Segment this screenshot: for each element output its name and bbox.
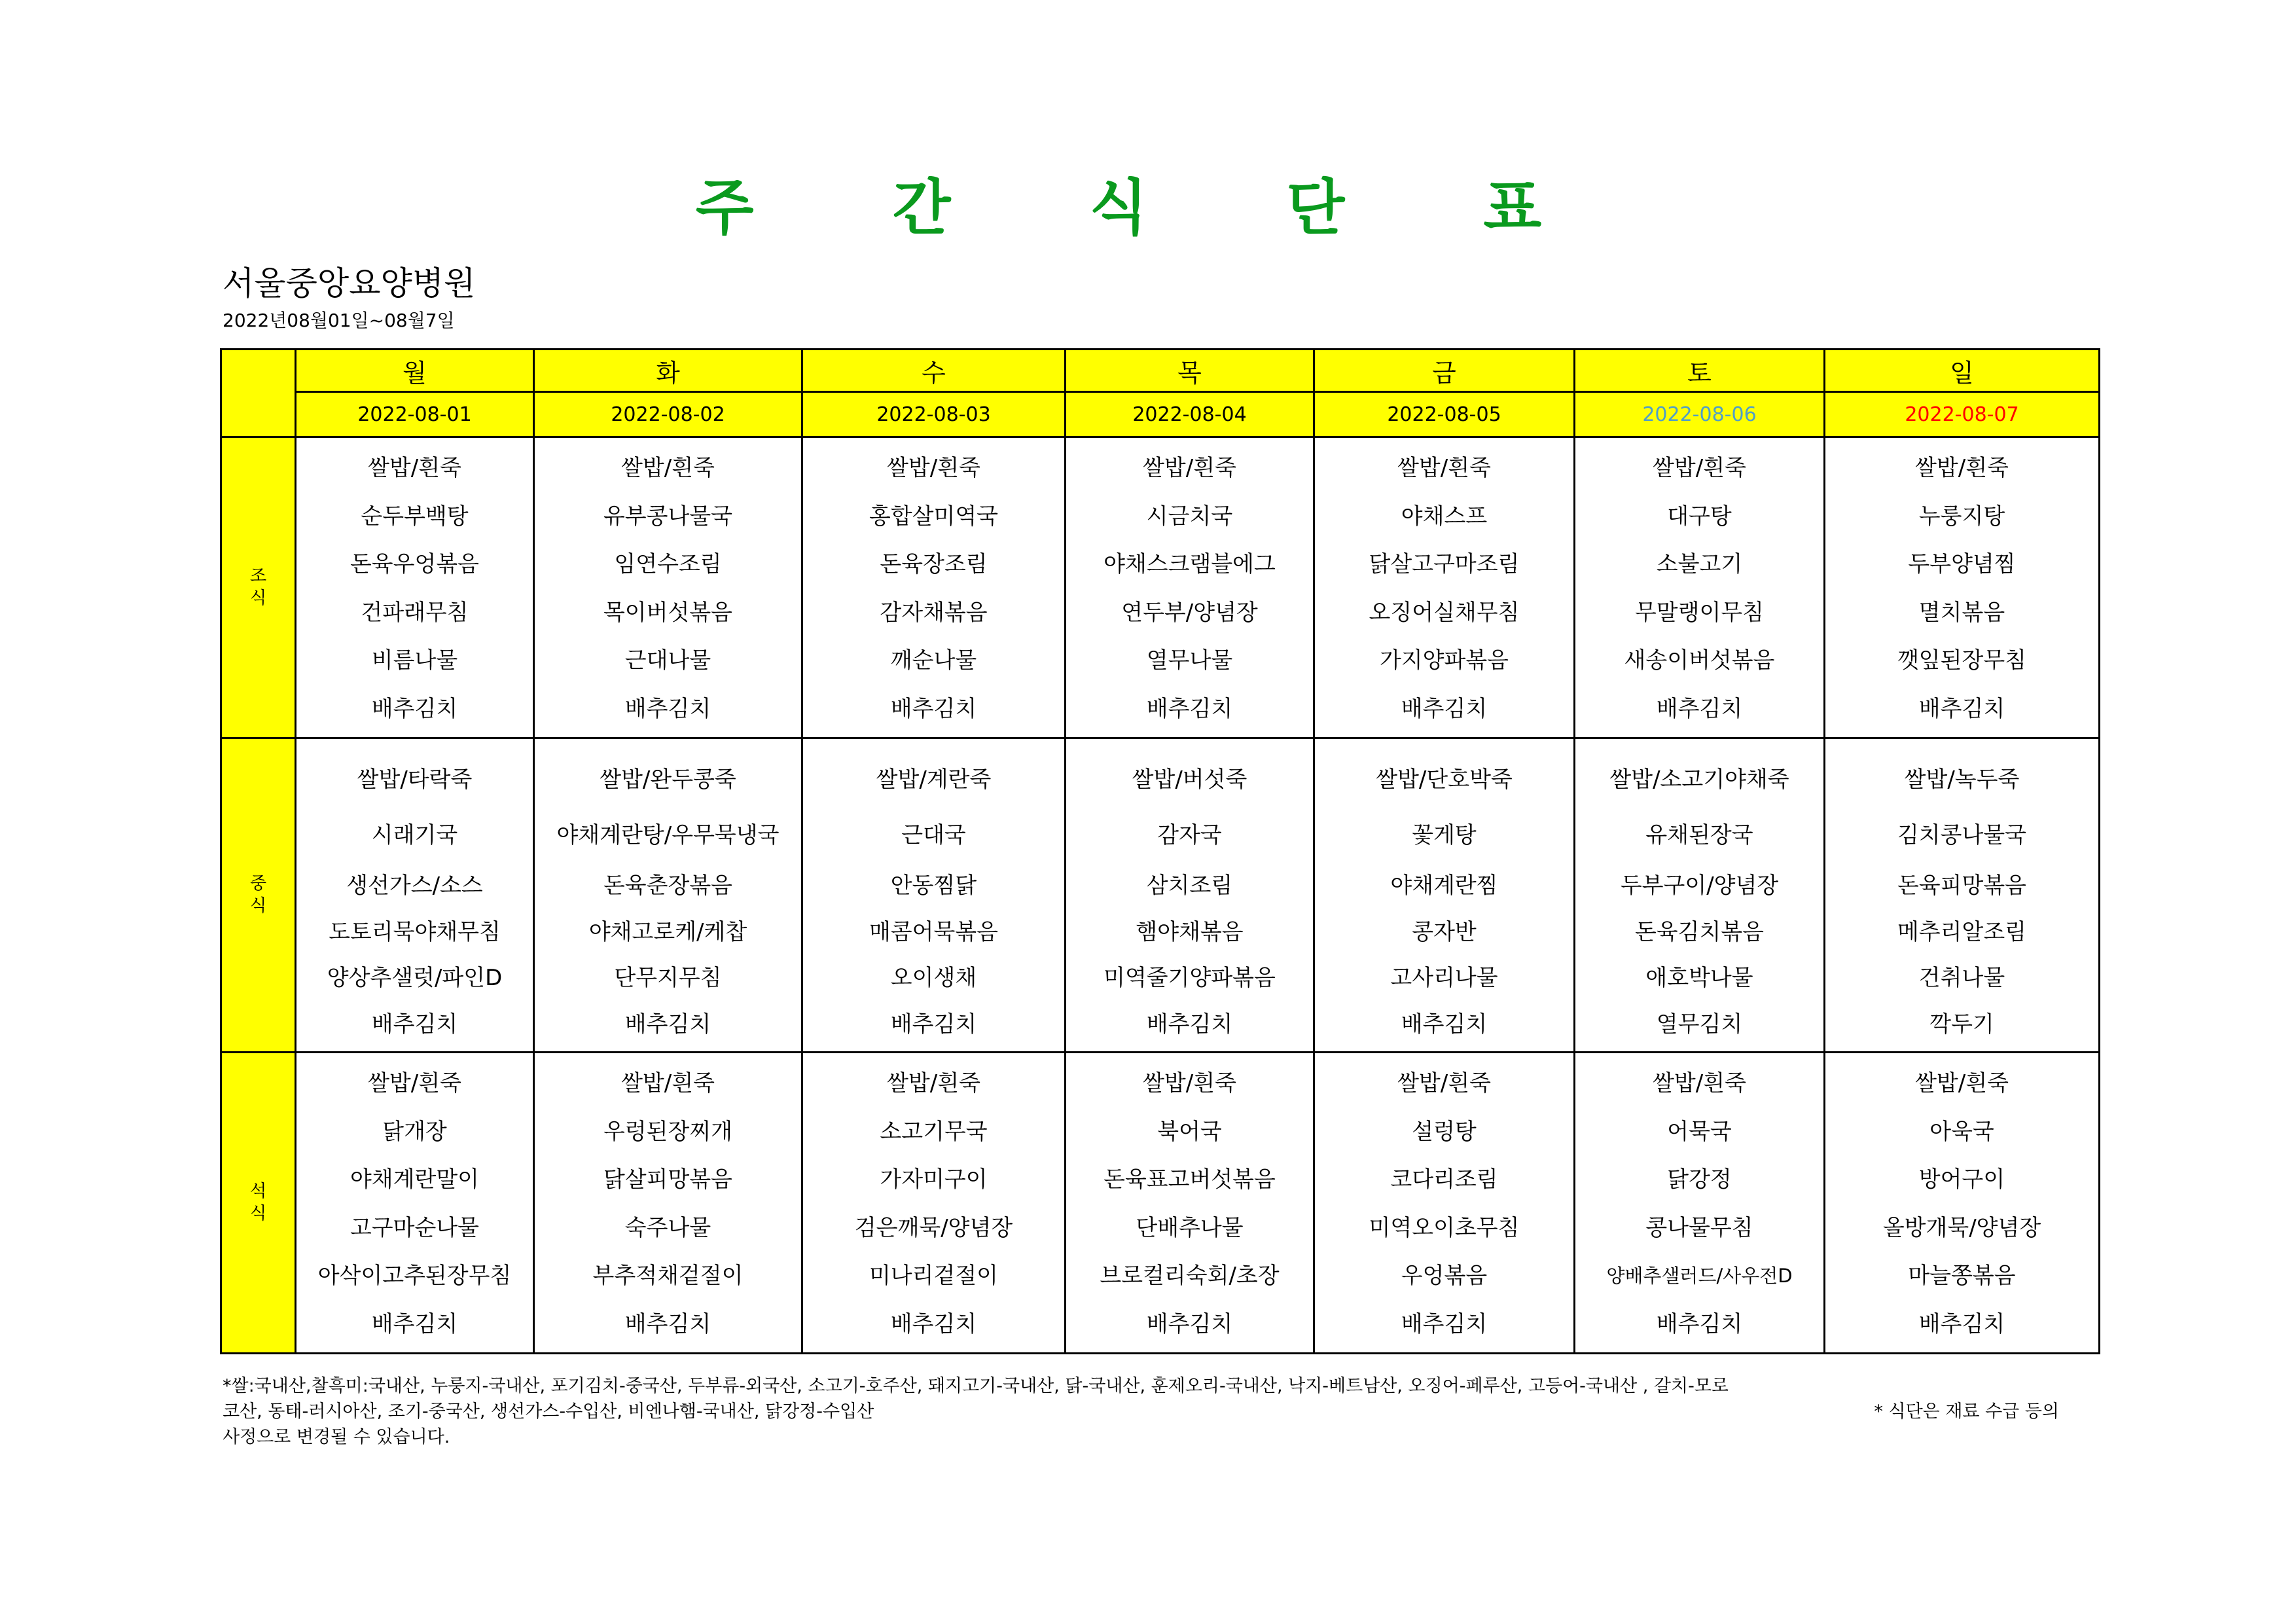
menu-item: 쌀밥/계란죽 [876, 767, 992, 793]
menu-cell-dinner-day-1 [296, 1053, 534, 1354]
menu-item: 돈육춘장볶음 [603, 873, 733, 899]
menu-item: 소고기무국 [880, 1118, 988, 1145]
menu-item: 아삭이고추된장무침 [317, 1263, 512, 1289]
menu-item: 설렁탕 [1412, 1118, 1477, 1145]
menu-item: 오징어실채무침 [1369, 599, 1520, 626]
menu-item: 양배추샐러드/사우전D [1606, 1265, 1793, 1287]
menu-item: 누룽지탕 [1918, 503, 2005, 530]
menu-cell-lunch-day-3 [802, 738, 1066, 1053]
menu-item: 두부구이/양념장 [1620, 873, 1779, 899]
menu-cell-dinner-day-3 [802, 1053, 1066, 1354]
menu-cell-lunch-day-7 [1825, 738, 2100, 1053]
menu-item: 홍합살미역국 [869, 503, 999, 530]
menu-item: 두부양념찜 [1908, 551, 2016, 577]
date-fri: 2022-08-05 [1314, 392, 1575, 437]
date-thu: 2022-08-04 [1066, 392, 1314, 437]
weekday-fri: 금 [1314, 350, 1575, 392]
menu-item: 야채스프 [1401, 503, 1488, 530]
menu-item: 쌀밥/흰죽 [887, 1070, 980, 1096]
page-title: 주 간 식 단 표 [695, 173, 1601, 243]
date-sat: 2022-08-06 [1575, 392, 1825, 437]
menu-item: 쌀밥/녹두죽 [1904, 767, 2020, 793]
menu-item: 북어국 [1157, 1118, 1222, 1145]
menu-item: 유부콩나물국 [603, 503, 733, 530]
menu-cell-breakfast-day-3 [802, 437, 1066, 738]
menu-item: 닭강정 [1667, 1166, 1732, 1193]
menu-cell-dinner-day-6 [1575, 1053, 1825, 1354]
menu-item: 삼치조림 [1146, 873, 1233, 899]
meal-label-dinner: 석 식 [221, 1053, 296, 1354]
origin-note-line-2-text: 코산, 동태-러시아산, 조기-중국산, 생선가스-수입산, 비엔나햄-국내산, 닭강정-수입산 [223, 1401, 874, 1422]
menu-item: 배추김치 [1401, 1310, 1488, 1337]
menu-item: 배추김치 [1146, 1310, 1233, 1337]
menu-item: 멸치볶음 [1918, 599, 2005, 626]
menu-item: 쌀밥/타락죽 [357, 767, 473, 793]
menu-item: 무말랭이무침 [1634, 599, 1765, 626]
menu-item: 닭개장 [382, 1118, 447, 1145]
menu-item: 배추김치 [1656, 695, 1743, 722]
weekday-sat: 토 [1575, 350, 1825, 392]
menu-item: 비름나물 [371, 647, 458, 674]
menu-item: 쌀밥/흰죽 [1397, 455, 1491, 481]
menu-item: 우렁된장찌개 [603, 1118, 733, 1145]
menu-cell-lunch-day-2 [534, 738, 802, 1053]
menu-item: 배추김치 [890, 1011, 977, 1038]
weekday-header-row [221, 350, 2100, 392]
menu-item: 햄야채볶음 [1136, 919, 1244, 945]
menu-item: 쌀밥/흰죽 [1143, 1070, 1236, 1096]
menu-item: 브로컬리숙회/초장 [1100, 1263, 1280, 1289]
menu-item: 야채스크램블에그 [1103, 551, 1276, 577]
menu-item: 쌀밥/흰죽 [1915, 455, 2009, 481]
menu-item: 콩나물무침 [1645, 1214, 1753, 1241]
menu-item: 감자국 [1157, 822, 1222, 848]
menu-item: 미역오이초무침 [1369, 1214, 1520, 1241]
menu-cell-dinner-day-4 [1066, 1053, 1314, 1354]
menu-item: 고사리나물 [1390, 965, 1498, 991]
menu-item: 쌀밥/흰죽 [621, 455, 715, 481]
menu-item: 배추김치 [1656, 1310, 1743, 1337]
meal-row-dinner [221, 1053, 2100, 1354]
hospital-name: 서울중앙요양병원 [223, 264, 476, 302]
menu-item: 깍두기 [1929, 1011, 1994, 1038]
menu-body [221, 437, 2100, 1354]
menu-item: 근대국 [901, 822, 966, 848]
menu-item: 깻잎된장무침 [1897, 647, 2027, 674]
menu-item: 양상추샐럿/파인D [327, 965, 503, 991]
date-header-row [221, 392, 2100, 437]
menu-item: 콩자반 [1412, 919, 1477, 945]
menu-item: 배추김치 [371, 1011, 458, 1038]
menu-cell-lunch-day-6 [1575, 738, 1825, 1053]
weekday-thu: 목 [1066, 350, 1314, 392]
menu-item: 건파래무침 [361, 599, 469, 626]
weekday-mon: 월 [296, 350, 534, 392]
date-sun: 2022-08-07 [1825, 392, 2100, 437]
menu-cell-lunch-day-1 [296, 738, 534, 1053]
menu-item: 올방개묵/양념장 [1882, 1214, 2041, 1241]
menu-item: 연두부/양념장 [1121, 599, 1258, 626]
weekday-wed: 수 [802, 350, 1066, 392]
menu-item: 쌀밥/흰죽 [621, 1070, 715, 1096]
menu-item: 돈육김치볶음 [1634, 919, 1765, 945]
menu-item: 매콤어묵볶음 [869, 919, 999, 945]
menu-cell-breakfast-day-4 [1066, 437, 1314, 738]
menu-item: 쌀밥/흰죽 [368, 1070, 461, 1096]
menu-item: 어묵국 [1667, 1118, 1732, 1145]
menu-cell-breakfast-day-7 [1825, 437, 2100, 738]
menu-item: 배추김치 [371, 1310, 458, 1337]
menu-item: 새송이버섯볶음 [1624, 647, 1775, 674]
menu-item: 대구탕 [1667, 503, 1732, 530]
menu-cell-breakfast-day-5 [1314, 437, 1575, 738]
menu-item: 쌀밥/소고기야채죽 [1609, 767, 1789, 793]
menu-item: 미나리겉절이 [869, 1263, 999, 1289]
menu-item: 돈육장조림 [880, 551, 988, 577]
menu-item: 쌀밥/흰죽 [368, 455, 461, 481]
menu-item: 쌀밥/버섯죽 [1132, 767, 1247, 793]
menu-item: 검은깨묵/양념장 [854, 1214, 1013, 1241]
menu-item: 건취나물 [1918, 965, 2005, 991]
menu-item: 쌀밥/흰죽 [1143, 455, 1236, 481]
menu-item: 임연수조림 [614, 551, 722, 577]
menu-cell-dinner-day-5 [1314, 1053, 1575, 1354]
origin-note-line-1: *쌀:국내산,찰흑미:국내산, 누룽지-국내산, 포기김치-중국산, 두부류-외국산, 소고기-호주산, 돼지고기-국내산, 닭-국내산, 훈제오리-국내산, 낙지-베트남산, 오징어-페루산, 고등어-국내산 , 갈치-모로 [223, 1376, 1729, 1396]
menu-item: 닭살고구마조림 [1369, 551, 1520, 577]
menu-item: 김치콩나물국 [1897, 822, 2027, 848]
menu-item: 애호박나물 [1645, 965, 1753, 991]
menu-item: 부추적채겉절이 [592, 1263, 744, 1289]
meal-row-breakfast [221, 437, 2100, 738]
menu-cell-breakfast-day-2 [534, 437, 802, 738]
corner-cell [221, 350, 296, 437]
menu-item: 단배추나물 [1136, 1214, 1244, 1241]
menu-item: 쌀밥/흰죽 [1915, 1070, 2009, 1096]
menu-item: 아욱국 [1929, 1118, 1994, 1145]
menu-item: 소불고기 [1656, 551, 1743, 577]
change-notice-a: * 식단은 재료 수급 등의 [1874, 1401, 2059, 1422]
weekday-tue: 화 [534, 350, 802, 392]
menu-item: 돈육표고버섯볶음 [1103, 1166, 1276, 1193]
menu-cell-dinner-day-7 [1825, 1053, 2100, 1354]
menu-item: 배추김치 [1146, 1011, 1233, 1038]
menu-cell-lunch-day-4 [1066, 738, 1314, 1053]
menu-item: 코다리조림 [1390, 1166, 1498, 1193]
menu-item: 고구마순나물 [350, 1214, 480, 1241]
menu-item: 순두부백탕 [361, 503, 469, 530]
menu-item: 야채계란말이 [350, 1166, 480, 1193]
menu-item: 배추김치 [624, 1011, 711, 1038]
menu-cell-breakfast-day-6 [1575, 437, 1825, 738]
menu-item: 안동찜닭 [890, 873, 977, 899]
menu-item: 쌀밥/흰죽 [887, 455, 980, 481]
date-mon: 2022-08-01 [296, 392, 534, 437]
date-wed: 2022-08-03 [802, 392, 1066, 437]
notes [223, 1373, 2081, 1450]
menu-item: 오이생채 [890, 965, 977, 991]
menu-item: 배추김치 [1401, 1011, 1488, 1038]
menu-item: 근대나물 [624, 647, 711, 674]
menu-item: 시래기국 [371, 822, 458, 848]
origin-note-line-2 [223, 1399, 2081, 1424]
menu-item: 미역줄기양파볶음 [1103, 965, 1276, 991]
menu-item: 가지양파볶음 [1379, 647, 1509, 674]
menu-item: 깨순나물 [890, 647, 977, 674]
change-notice-b: 사정으로 변경될 수 있습니다. [223, 1427, 450, 1447]
menu-item: 꽃게탕 [1412, 822, 1477, 848]
menu-item: 배추김치 [1146, 695, 1233, 722]
meal-label-lunch: 중 식 [221, 738, 296, 1053]
menu-item: 쌀밥/완두콩죽 [600, 767, 736, 793]
menu-item: 도토리묵야채무침 [329, 919, 501, 945]
menu-item: 열무나물 [1146, 647, 1233, 674]
menu-item: 방어구이 [1918, 1166, 2005, 1193]
weekly-menu-table [220, 348, 2100, 1354]
weekday-sun: 일 [1825, 350, 2100, 392]
menu-cell-lunch-day-5 [1314, 738, 1575, 1053]
meal-label-breakfast: 조 식 [221, 437, 296, 738]
menu-item: 메추리알조림 [1897, 919, 2027, 945]
menu-item: 목이버섯볶음 [603, 599, 733, 626]
menu-item: 열무김치 [1656, 1011, 1743, 1038]
menu-item: 배추김치 [890, 1310, 977, 1337]
menu-item: 배추김치 [890, 695, 977, 722]
menu-item: 배추김치 [624, 695, 711, 722]
menu-item: 쌀밥/흰죽 [1397, 1070, 1491, 1096]
meal-row-lunch [221, 738, 2100, 1053]
menu-item: 쌀밥/단호박죽 [1376, 767, 1513, 793]
menu-item: 시금치국 [1146, 503, 1233, 530]
menu-cell-breakfast-day-1 [296, 437, 534, 738]
menu-item: 돈육피망볶음 [1897, 873, 2027, 899]
menu-item: 단무지무침 [614, 965, 722, 991]
menu-item: 배추김치 [1401, 695, 1488, 722]
menu-item: 생선가스/소스 [346, 873, 483, 899]
menu-item: 야채고로케/케찹 [588, 919, 747, 945]
menu-item: 쌀밥/흰죽 [1653, 1070, 1746, 1096]
menu-item: 야채계란탕/우무묵냉국 [556, 822, 780, 848]
menu-item: 배추김치 [624, 1310, 711, 1337]
menu-item: 숙주나물 [624, 1214, 711, 1241]
menu-item: 쌀밥/흰죽 [1653, 455, 1746, 481]
menu-cell-dinner-day-2 [534, 1053, 802, 1354]
menu-item: 돈육우엉볶음 [350, 551, 480, 577]
menu-item: 우엉볶음 [1401, 1263, 1488, 1289]
menu-item: 배추김치 [1918, 695, 2005, 722]
menu-item: 가자미구이 [880, 1166, 988, 1193]
menu-item: 배추김치 [1918, 1310, 2005, 1337]
menu-item: 감자채볶음 [880, 599, 988, 626]
menu-item: 야채계란찜 [1390, 873, 1498, 899]
menu-item: 마늘쫑볶음 [1908, 1263, 2016, 1289]
menu-item: 유채된장국 [1645, 822, 1753, 848]
menu-period: 2022년08월01일~08월7일 [223, 310, 455, 331]
date-tue: 2022-08-02 [534, 392, 802, 437]
menu-item: 배추김치 [371, 695, 458, 722]
menu-item: 닭살피망볶음 [603, 1166, 733, 1193]
